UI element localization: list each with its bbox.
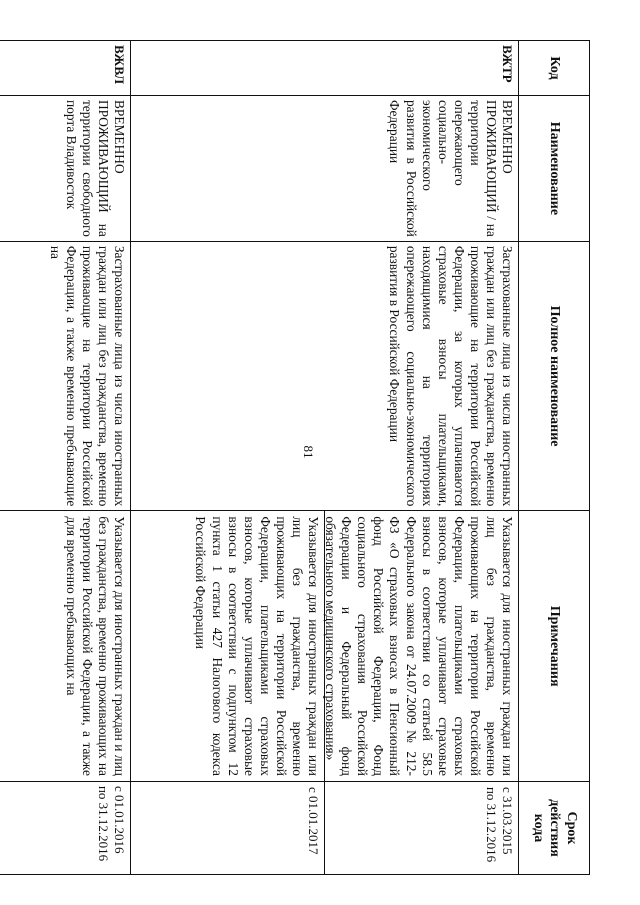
row-term-1: с 31.03.2015 по 31.12.2016 (484, 786, 515, 863)
table-row (131, 41, 519, 875)
row-code: ВЖТР (131, 41, 519, 96)
table-row (0, 41, 131, 875)
row-name: ВРЕМЕННО ПРОЖИВАЮЩИЙ / на территории опережающего социально-экономического развития в Российской Федерации (131, 95, 519, 241)
header-term: Срок действия кода (519, 781, 590, 874)
row-code: ВЖВЛ (0, 41, 131, 96)
codes-table-rotated (47, 40, 590, 875)
row-term-2: с 01.01.2017 (131, 782, 325, 874)
row-note-1: Указывается для иностранных граждан или лиц без гражданства, временно проживающих на территории Российской Федерации, плательщиками страховых взносов, которые уплачивают страховые взносы в соответствии со статьей 58.5 Федерального закона от 24.07.2009 № 212-ФЗ «О страховых взносах в Пенсионный фонд Российской Федерации, Фонд социального страхования Российской Федерации и Федеральный фонд обязательного медицинского страхования» (323, 516, 515, 776)
header-row (519, 41, 590, 875)
header-code: Код (519, 41, 590, 96)
codes-table (0, 40, 590, 875)
row-terms (131, 781, 519, 874)
row-notes (131, 511, 519, 782)
header-notes: Примечания (519, 511, 590, 782)
row-term-1: с 01.01.2016 по 31.12.2016 (0, 781, 131, 874)
row-full-name: Застрахованные лица из числа иностранных граждан или лиц без гражданства, временно проживающие на территории Российской Федерации, за которых уплачиваются страховые взносы плательщиками, находящимися на территориях опережающего социально-экономического развития в Российской Федерации (131, 241, 519, 511)
page-number: 81 (301, 445, 316, 459)
header-full-name: Полное наименование (519, 241, 590, 511)
row-name: ВРЕМЕННО ПРОЖИВАЮЩИЙ на территории свободного порта Владивосток (0, 95, 131, 241)
header-name: Наименование (519, 95, 590, 241)
row-note-1: Указывается для иностранных граждан и лиц без гражданства, временно проживающих на территории Российской Федерации, а также для временно пребывающих на (0, 511, 131, 782)
row-note-2: Указывается для иностранных граждан или лиц без гражданства, временно проживающих на территории Российской Федерации, плательщиками страховых взносов, которые уплачивают страховые взносы в соответствии с подпунктом 12 пункта 1 статьи 427 Налогового кодекса Российской Федерации (189, 511, 325, 781)
row-full-name: Застрахованные лица из числа иностранных граждан или лиц без гражданства, временно проживающие на территории Российской Федерации, а также временно пребывающие на (0, 241, 131, 511)
